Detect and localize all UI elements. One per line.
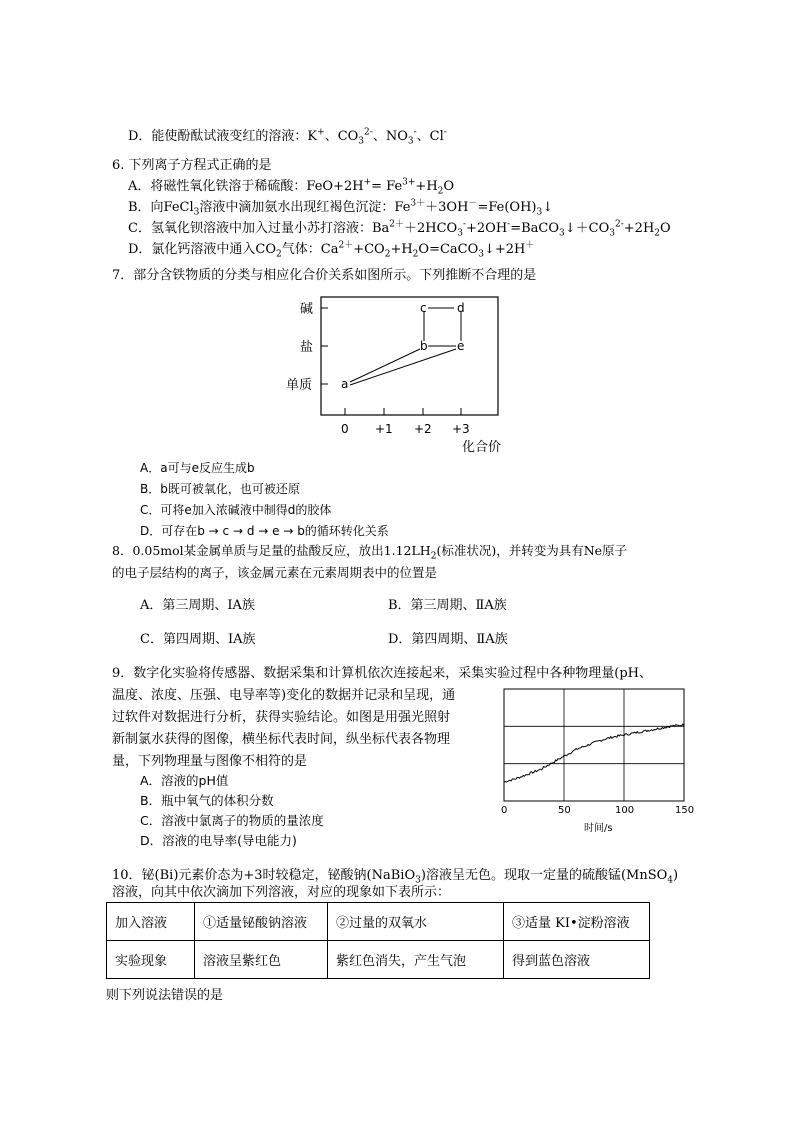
q9-option-a: A．溶液的pH值	[140, 773, 229, 788]
q9-line3: 过软件对数据进行分析，获得实验结论。如图是用强光照射	[112, 710, 451, 725]
table-cell: 得到蓝色溶液	[504, 941, 650, 979]
q7-point-c: c	[420, 301, 427, 315]
q6-option-c: C．氢氧化钡溶液中加入过量小苏打溶液：$Ba^{2+}+2HCO_3^-+2OH^-=BaCO_3↓+CO_3^{2-}+2H_2O$	[128, 219, 671, 239]
q9-xtick-label: 150	[675, 805, 695, 816]
q9-plot-frame	[504, 689, 684, 801]
q9-chart	[490, 685, 700, 835]
q7-option-b: B．b既可被氧化，也可被还原	[140, 482, 300, 496]
q9-xtick-label: 50	[558, 805, 571, 816]
q7-xlabel: 化合价	[462, 440, 502, 455]
q8-option-c: C．第四周期、ⅠA族	[140, 632, 256, 647]
q8-line1: 8．0.05mol某金属单质与足量的盐酸反应，放出$1.12LH_2$(标准状况)，并转变为具有Ne原子	[112, 543, 628, 562]
q7-figure	[280, 290, 520, 460]
q10-tail: 则下列说法错误的是	[106, 988, 224, 1003]
table-cell: 紫红色消失，产生气泡	[328, 941, 504, 979]
q5-option-d: D．能使酚酞试液变红的溶液：K+、$CO_3^{2-}$、$NO_3^-$、Cl-	[128, 127, 447, 147]
q6-option-a: A．将磁性氧化铁溶于稀硫酸：$FeO+2H^+= Fe^{3+}+H_2O$	[128, 177, 455, 197]
table-cell: ②过量的双氧水	[328, 903, 504, 941]
q7-option-a: A．a可与e反应生成b	[140, 461, 255, 475]
q6-option-d: D．氯化钙溶液中通入$CO_2$气体：$Ca^{2+}+CO_2+H_2O=CaCO_3↓+2H^+$	[128, 240, 535, 260]
q9-xlabel: 时间/s	[584, 823, 613, 834]
q10-line2: 溶液，向其中依次滴加下列溶液，对应的现象如下表所示：	[112, 885, 451, 900]
table-cell: 加入溶液	[107, 903, 195, 941]
q9-xtick-label: 0	[501, 805, 508, 816]
q7-point-d: d	[457, 301, 465, 315]
q9-line1: 9．数字化实验将传感器、数据采集和计算机依次连接起来，采集实验过程中各种物理量(pH、	[112, 666, 653, 681]
q7-option-d: D．可存在b → c → d → e → b的循环转化关系	[140, 524, 389, 538]
q9-line5: 量，下列物理量与图像不相符的是	[112, 754, 308, 769]
q9-line4: 新制氯水获得的图像，横坐标代表时间，纵坐标代表各物理	[112, 732, 451, 747]
q7-ylabel: 碱	[300, 302, 314, 317]
q7-line-ae	[350, 349, 456, 385]
table-cell: 实验现象	[107, 941, 195, 979]
q7-xtick-label: +1	[375, 422, 393, 436]
q9-line2: 温度、浓度、压强、电导率等)变化的数据并记录和呈现，通	[112, 688, 456, 703]
table-row	[107, 941, 650, 979]
q7-frame	[321, 297, 498, 415]
q10-line1: 10．铋(Bi)元素价态为+3时较稳定，铋酸钠(NaBiO$_3$)溶液呈无色。现取一定量的硫酸锰(MnSO$_4$)	[112, 868, 679, 886]
q7-stem: 7．部分含铁物质的分类与相应化合价关系如图所示。下列推断不合理的是	[112, 268, 537, 283]
table-row	[107, 903, 650, 941]
q9-xtick-label: 100	[615, 805, 635, 816]
q9-series-line	[504, 724, 684, 782]
q7-xtick-label: 0	[341, 422, 349, 436]
q7-point-a: a	[341, 377, 349, 391]
q7-ylabel: 盐	[300, 340, 314, 355]
table-cell: 溶液呈紫红色	[195, 941, 328, 979]
q7-option-c: C．可将e加入浓碱液中制得d的胶体	[140, 503, 332, 517]
q7-xtick-label: +2	[414, 422, 432, 436]
q9-option-b: B．瓶中氧气的体积分数	[140, 793, 274, 808]
q8-option-d: D．第四周期、ⅡA族	[388, 632, 508, 647]
q8-option-b: B．第三周期、ⅡA族	[388, 598, 507, 613]
q7-line-ab	[350, 349, 420, 382]
q7-point-e: e	[457, 339, 465, 353]
table-cell: ③适量 KI•淀粉溶液	[504, 903, 650, 941]
q6-option-b: B．向FeCl$_3$溶液中滴加氨水出现红褐色沉淀：$Fe^{3+}+3OH^-=Fe(OH)_3↓$	[128, 198, 554, 218]
q7-xtick-label: +3	[452, 422, 470, 436]
table-cell: ①适量铋酸钠溶液	[195, 903, 328, 941]
q9-option-c: C．溶液中氯离子的物质的量浓度	[140, 813, 324, 828]
q8-line2: 的电子层结构的离子，该金属元素在元素周期表中的位置是	[112, 565, 438, 580]
q6-stem: 6. 下列离子方程式正确的是	[112, 158, 272, 173]
q10-table	[106, 902, 650, 979]
q7-ylabel: 单质	[286, 378, 313, 393]
q8-option-a: A．第三周期、ⅠA族	[140, 598, 255, 613]
q9-option-d: D．溶液的电导率(导电能力)	[140, 833, 297, 848]
q7-point-b: b	[420, 339, 428, 353]
